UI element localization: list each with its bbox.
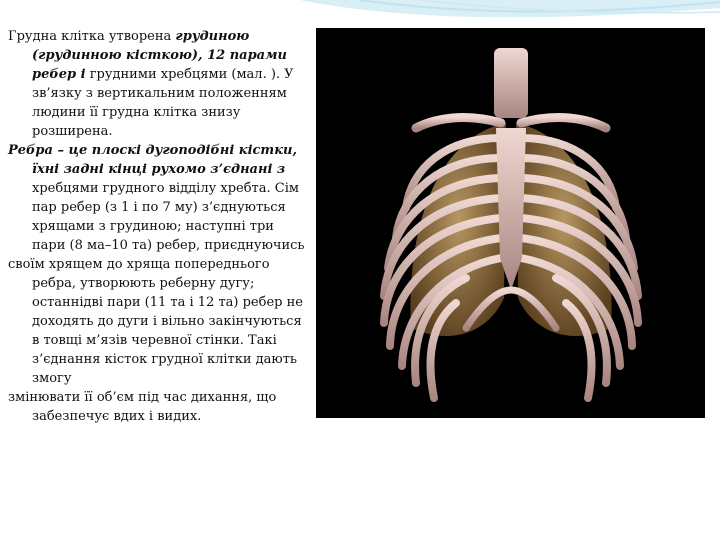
text-run-emphasis: грудиною (грудинною кісткою), 12 парами ребер і: [32, 29, 287, 82]
header-decoration: [0, 0, 720, 30]
paragraph-ribs-definition: [8, 141, 310, 255]
rib-cage-illustration-icon: [316, 28, 705, 418]
rib-cage-image: [316, 28, 705, 418]
paragraph-costal-arch: [8, 255, 310, 388]
paragraph-breathing: [8, 388, 310, 426]
text-run: змінювати її об’єм під час дихання, що забезпечує вдих і видих.: [8, 390, 277, 424]
text-run: грудними хребцями (мал. ). У зв’язку з вертикальним положенням людини її грудна клітка знизу розширена.: [32, 67, 294, 139]
text-run: Грудна клітка утворена: [8, 29, 176, 44]
paragraph-chest-structure: [8, 27, 310, 141]
text-run-emphasis: Ребра – це плоскі дугоподібні кістки, їхні задні кінці рухомо з’єднані з: [8, 143, 297, 177]
body-text: [8, 27, 310, 426]
text-run: своїм хрящем до хряща попереднього ребра, утворюють реберну дугу; останнідві пари (11 та і 12 та) ребер не доходять до дуги і вільно закінчуються в товщі м’язів черевної стінки. Такі з’єднання кісток грудної клітки дають змогу: [8, 257, 303, 386]
text-run: хребцями грудного відділу хребта. Сім пар ребер (з 1 і по 7 му) з’єднуються хрящами з грудиною; наступні три пари (8 ма–10 та) ребер, приєднуючись: [32, 181, 305, 253]
